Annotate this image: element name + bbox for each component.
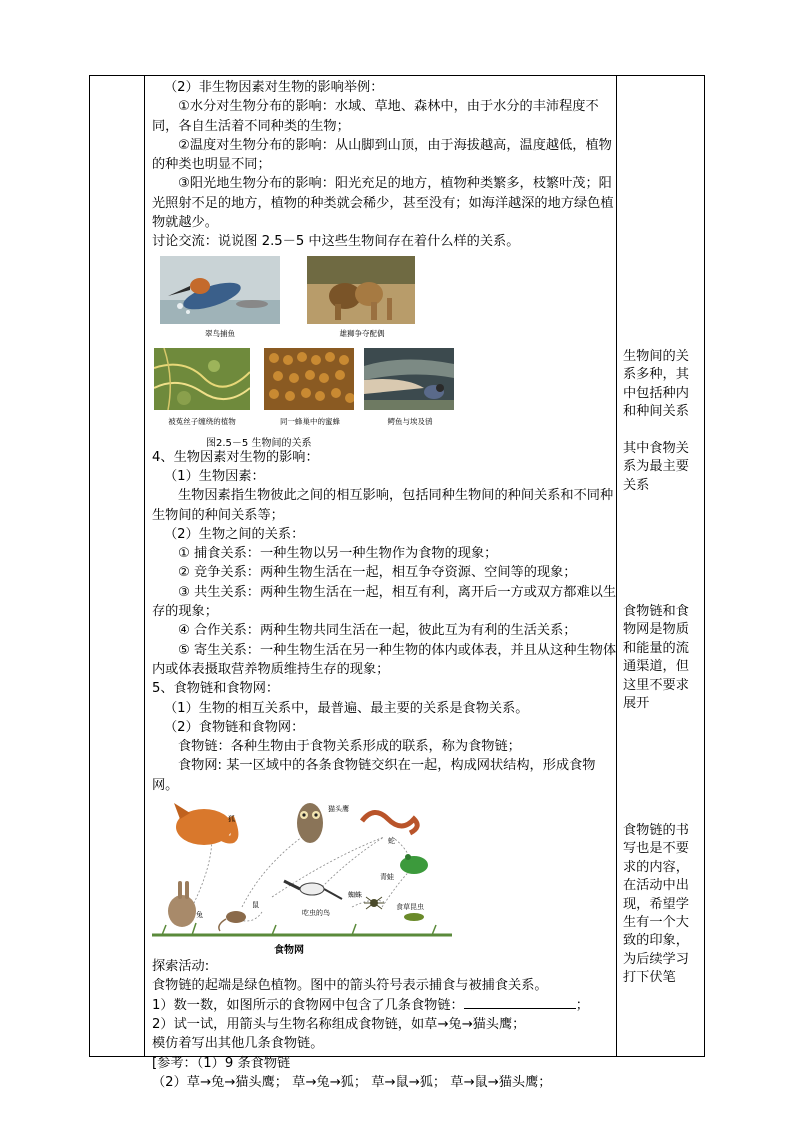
side-note-4: 食物链的书写也是不要求的内容，在活动中出现，希望学生有一个大致的印象，为后续学习打下伏笔 <box>623 823 689 986</box>
main-content <box>152 78 617 1092</box>
question-text: 1）数一数，如图所示的食物网中包含了几条食物链： <box>152 997 464 1013</box>
answer-blank <box>464 996 576 1009</box>
figure-caption: 鳄鱼与埃及鸻 <box>387 416 433 426</box>
dodder-photo <box>154 348 250 410</box>
text-line: ② 竞争关系：两种生物生活在一起，相互争夺资源、空间等的现象； <box>178 565 577 581</box>
text-line: ① 捕食关系：一种生物以另一种生物作为食物的现象； <box>178 546 498 562</box>
figure-food-web <box>152 795 617 957</box>
text-line: （1）生物因素： <box>164 468 265 484</box>
column-divider-left <box>144 76 145 1056</box>
text-line: ④ 合作关系：两种生物共同生活在一起，彼此互为有利的生活关系； <box>178 623 577 639</box>
food-web-label: 食草昆虫 <box>396 903 424 912</box>
lions-photo <box>307 256 415 324</box>
text-line: （2）生物之间的关系： <box>164 526 305 542</box>
text-line: ③阳光地生物分布的影响：阳光充足的地方，植物种类繁多，枝繁叶茂；阳光照射不足的地方，植物的种类就会稀少，甚至没有；如海洋越深的地方绿色植物就越少。 <box>152 176 614 231</box>
text-line: ③ 共生关系：两种生物生活在一起，相互有利，离开后一方或双方都难以生存的现象； <box>152 584 617 620</box>
text-line: 生物因素指生物彼此之间的相互影响，包括同种生物间的种间关系和不同种生物间的种间关系等； <box>152 488 614 523</box>
text-line: 讨论交流：说说图 2.5－5 中这些生物间存在着什么样的关系。 <box>152 234 520 250</box>
text-line: 食物链的起端是绿色植物。图中的箭头符号表示捕食与被捕食关系。 <box>152 978 548 994</box>
food-web-label: 蜘蛛 <box>348 891 362 900</box>
side-note-3: 食物链和食物网是物质和能量的流通渠道，但这里不要求展开 <box>623 604 689 712</box>
text-line: （2）草→兔→猫头鹰； 草→兔→狐； 草→鼠→狐； 草→鼠→猫头鹰； <box>152 1074 552 1090</box>
kingfisher-photo <box>160 256 280 324</box>
semicolon: ； <box>575 997 589 1013</box>
food-web-label: 蛇 <box>388 837 395 846</box>
side-note-2: 其中食物关系为最主要关系 <box>623 441 689 493</box>
food-web-label: 鼠 <box>252 901 259 910</box>
text-line: 食物链：各种生物由于食物关系形成的联系，称为食物链； <box>178 739 521 755</box>
food-web-label: 青蛙 <box>380 873 394 882</box>
text-line: （2）食物链和食物网： <box>164 719 305 735</box>
figure-caption: 雄狮争夺配偶 <box>339 328 385 338</box>
text-line: 模仿着写出其他几条食物链。 <box>152 1036 324 1052</box>
text-line: （2）非生物因素对生物的影响举例： <box>164 80 384 95</box>
text-line: （1）生物的相互关系中，最普遍、最主要的关系是食物关系。 <box>164 700 529 716</box>
text-line: 4、生物因素对生物的影响： <box>152 449 319 465</box>
crocodile-photo <box>364 348 454 410</box>
text-line: 探索活动: <box>152 959 210 975</box>
bees-photo <box>264 348 354 410</box>
figure-title: 图2.5－5 生物间的关系 <box>206 437 312 449</box>
text-line: ②温度对生物分布的影响：从山脚到山顶，由于海拔越高，温度越低，植物的种类也明显不同； <box>152 137 612 173</box>
text-line: ①水分对生物分布的影响：水域、草地、森林中，由于水分的丰沛程度不同，各自生活着不同种类的生物； <box>152 99 599 134</box>
text-line: ⑤ 寄生关系：一种生物生活在另一种生物的体内或体表，并且从这种生物体内或体表摄取营养物质维持生存的现象； <box>152 642 617 677</box>
text-line <box>152 996 617 1015</box>
figure-caption: 同一蜂巢中的蜜蜂 <box>280 416 340 426</box>
text-line: [参考：（1）9 条食物链 <box>152 1055 291 1071</box>
food-web-label: 兔 <box>196 911 203 920</box>
text-line: 食物网: 某一区域中的各条食物链交织在一起，构成网状结构，形成食物网。 <box>152 758 596 793</box>
figure-caption: 翠鸟捕鱼 <box>205 328 235 338</box>
figure-caption: 被菟丝子缠绕的植物 <box>168 416 236 426</box>
food-web-label: 猫头鹰 <box>328 805 349 814</box>
figure-relations <box>152 252 617 448</box>
lesson-table <box>89 75 705 1090</box>
text-line: 5、食物链和食物网： <box>152 681 280 697</box>
food-web-label: 狐 <box>228 815 235 824</box>
side-note-1: 生物间的关系多种，其中包括种内和种间关系 <box>623 349 689 420</box>
text-line: 2）试一试，用箭头与生物名称组成食物链，如草→兔→猫头鹰； <box>152 1016 526 1032</box>
food-web-label: 吃虫的鸟 <box>302 909 330 918</box>
figure-title: 食物网 <box>274 945 304 957</box>
